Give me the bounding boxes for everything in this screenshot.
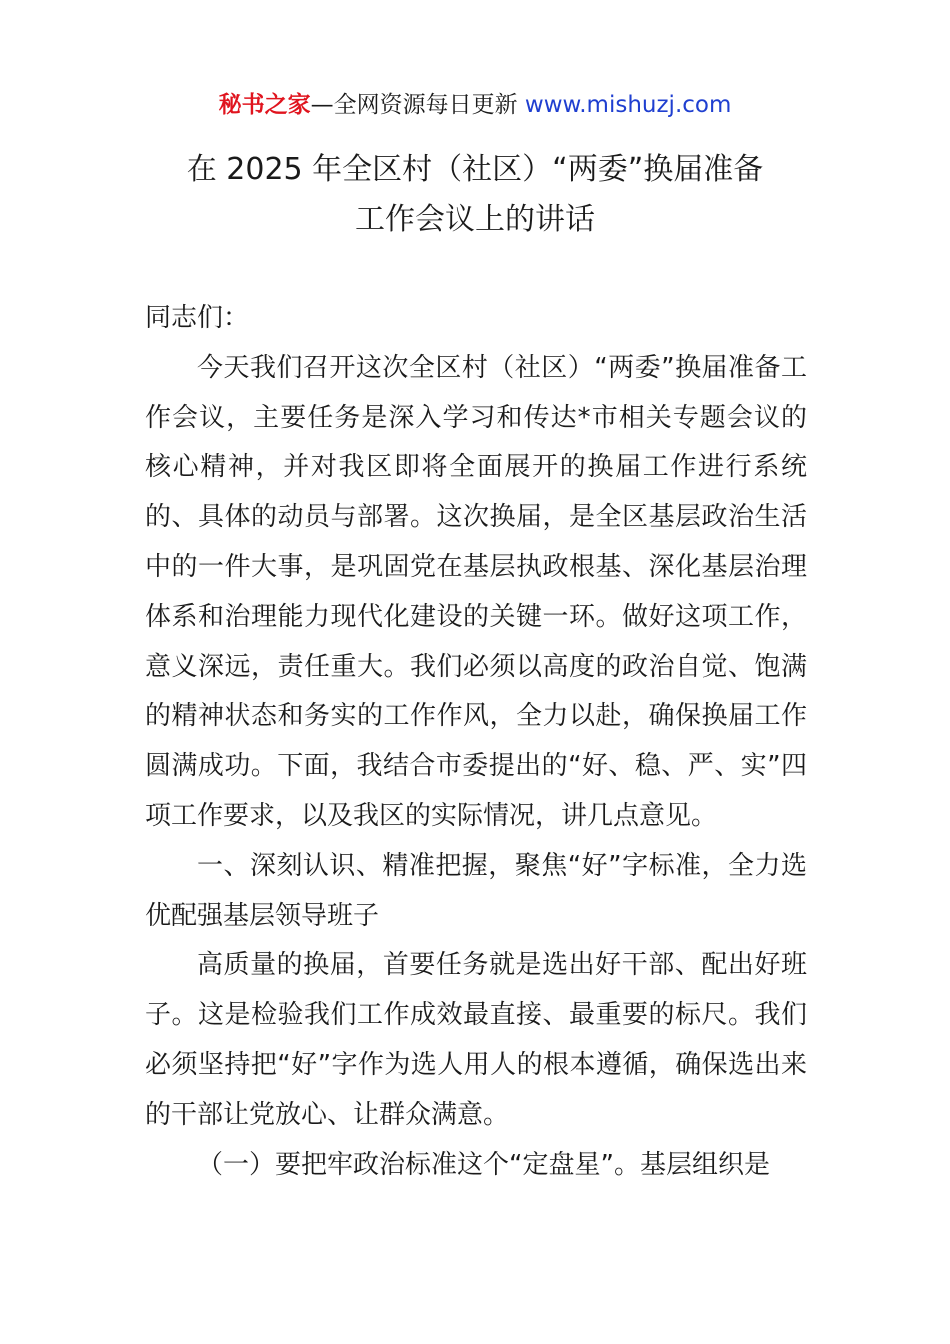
site-brand: 秘书之家 <box>218 92 311 118</box>
title-line-2: 工作会议上的讲话 <box>355 202 595 237</box>
salutation: 同志们： <box>145 303 250 333</box>
site-header <box>0 88 950 122</box>
paragraph-intro: 今天我们召开这次全区村（社区）“两委”换届准备工作会议，主要任务是深入学习和传达*市相关专题会议的核心精神，并对我区即将全面展开的换届工作进行系统的、具体的动员与部署。这次换届，是全区基层政治生活中的一件大事，是巩固党在基层执政根基、深化基层治理体系和治理能力现代化建设的关键一环。做好这项工作，意义深远，责任重大。我们必须以高度的政治自觉、饱满的精神状态和务实的工作作风，全力以赴，确保换届工作圆满成功。下面，我结合市委提出的“好、稳、严、实”四项工作要求，以及我区的实际情况，讲几点意见。 <box>145 352 807 831</box>
document-title <box>0 145 950 245</box>
paragraph-section-1: 高质量的换届，首要任务就是选出好干部、配出好班子。这是检验我们工作成效最直接、最重要的标尺。我们必须坚持把“好”字作为选人用人的根本遵循，确保选出来的干部让党放心、让群众满意。 <box>145 950 807 1130</box>
section-heading-1: 一、深刻认识、精准把握，聚焦“好”字标准，全力选优配强基层领导班子 <box>145 850 807 931</box>
subsection-heading-1: （一）要把牢政治标准这个“定盘星”。基层组织是 <box>197 1149 770 1180</box>
title-line-1: 在 2025 年全区村（社区）“两委”换届准备 <box>186 152 764 187</box>
site-tagline: —全网资源每日更新 <box>310 92 525 118</box>
document-body <box>145 294 807 1190</box>
site-url-link[interactable]: www.mishuzj.com <box>524 92 732 118</box>
